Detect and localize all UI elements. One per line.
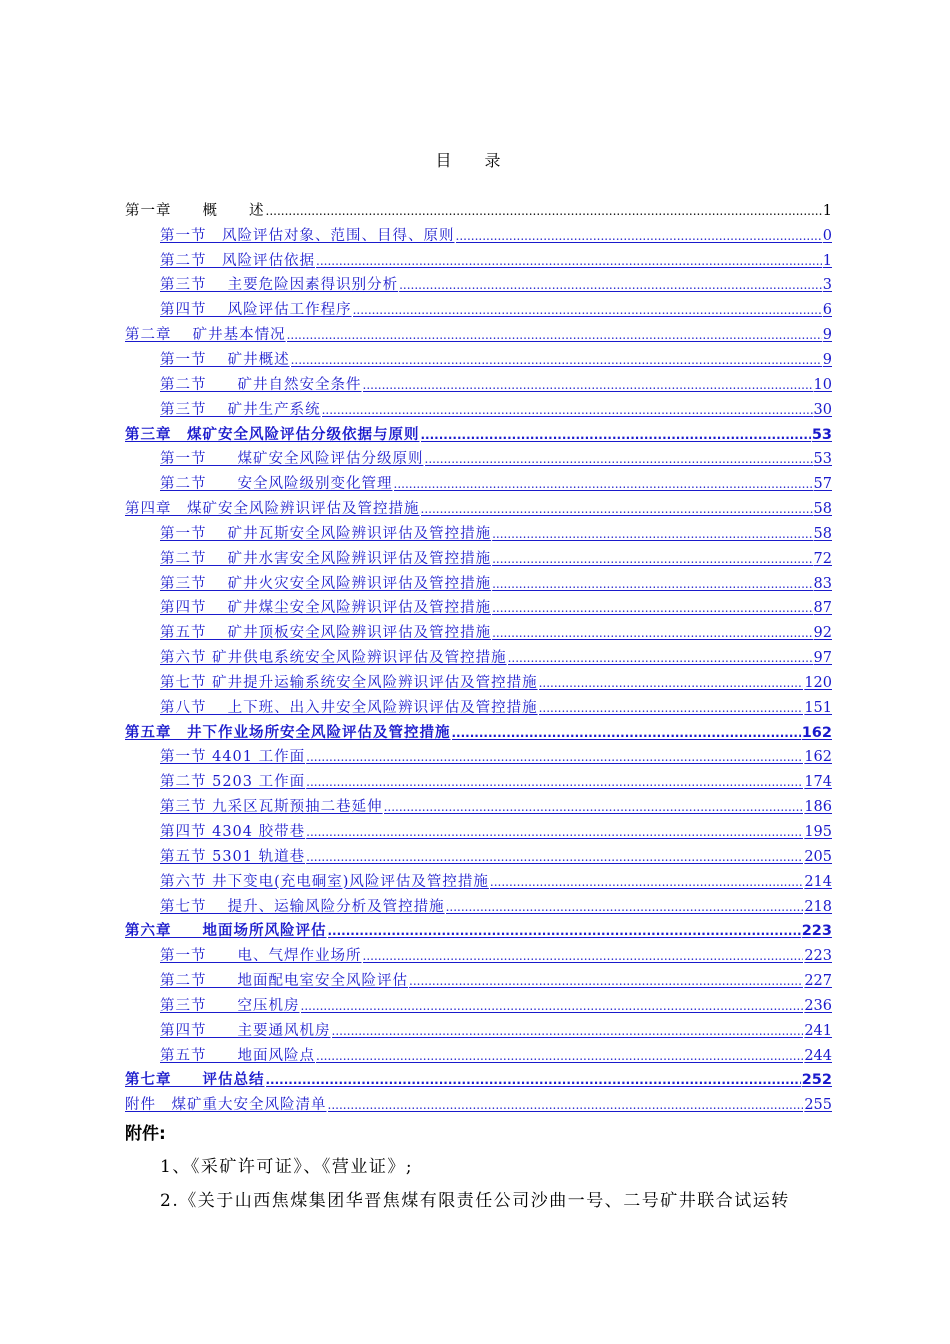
toc-page-number: 1 [822,202,832,219]
toc-entry-link[interactable] [160,994,832,1015]
toc-leader-dots [508,650,813,666]
toc-section-entry[interactable] [125,868,832,893]
toc-entry-link[interactable] [160,770,832,791]
toc-chapter-entry[interactable] [125,321,832,346]
toc-section-entry[interactable] [125,669,832,694]
toc-section-entry[interactable] [125,545,832,570]
toc-section-entry[interactable] [125,272,832,297]
toc-section-entry[interactable] [125,694,832,719]
toc-page-number: 252 [801,1072,832,1089]
toc-leader-dots [492,600,812,616]
toc-chapter-entry [125,197,832,222]
toc-leader-dots [328,1097,804,1113]
toc-section-entry[interactable] [125,396,832,421]
toc-entry-text: 第三章 煤矿安全风险评估分级依据与原则 [125,426,420,443]
toc-leader-dots [446,899,804,915]
toc-section-entry[interactable] [125,595,832,620]
toc-leader-dots [384,799,804,815]
toc-entry-link[interactable] [160,249,832,270]
toc-entry-text: 第五节 地面风险点 [160,1047,315,1064]
toc-entry-text: 第一节 煤矿安全风险评估分级原则 [160,451,424,468]
toc-leader-dots [266,203,822,219]
toc-entry-text: 第七节 提升、运输风险分析及管控措施 [160,898,445,915]
toc-entry-link[interactable] [160,522,832,543]
table-of-contents [125,197,832,1116]
toc-entry-link[interactable] [160,398,832,419]
toc-section-entry[interactable] [125,520,832,545]
toc-page-number: 223 [801,923,832,940]
toc-leader-dots [399,277,822,293]
toc-entry-link[interactable] [160,621,832,642]
toc-section-entry[interactable] [125,445,832,470]
toc-entry-text: 第三节 空压机房 [160,997,300,1014]
toc-section-entry[interactable] [125,818,832,843]
toc-leader-dots [306,849,803,865]
toc-entry-link[interactable] [160,224,832,245]
toc-entry-link[interactable] [125,497,832,518]
toc-page-number: 87 [813,600,832,617]
toc-entry-link[interactable] [160,671,832,692]
toc-leader-dots [425,451,813,467]
toc-entry-text: 第五章 井下作业场所安全风险评估及管控措施 [125,724,451,741]
toc-entry-link[interactable] [125,1093,832,1114]
toc-page-number: 241 [804,1022,832,1039]
toc-leader-dots [539,675,804,691]
toc-entry-text: 第六章 地面场所风险评估 [125,923,327,940]
toc-entry-link[interactable] [160,596,832,617]
toc-entry-text: 第四节 风险评估工作程序 [160,302,352,319]
toc-entry-link[interactable] [160,696,832,717]
toc-leader-dots [492,576,812,592]
toc-entry-link [125,199,832,220]
toc-page-number: 3 [822,277,832,294]
toc-page-number: 151 [804,699,832,716]
toc-leader-dots [492,551,812,567]
toc-page-number: 195 [804,824,832,841]
toc-chapter-entry[interactable] [125,1067,832,1092]
toc-section-entry[interactable] [125,1042,832,1067]
toc-leader-dots [328,923,801,939]
toc-leader-dots [492,625,812,641]
toc-leader-dots [266,1072,801,1088]
toc-entry-link[interactable] [125,1068,832,1089]
toc-entry-text: 第八节 上下班、出入井安全风险辨识评估及管控措施 [160,699,538,716]
toc-section-entry[interactable] [125,470,832,495]
toc-entry-link[interactable] [160,472,832,493]
toc-entry-text: 第一节 4401 工作面 [160,749,306,766]
toc-page-number: 92 [813,625,832,642]
toc-entry-text: 第一节 矿井瓦斯安全风险辨识评估及管控措施 [160,525,492,542]
toc-section-entry[interactable] [125,967,832,992]
toc-entry-link[interactable] [160,646,832,667]
toc-entry-link[interactable] [160,845,832,866]
toc-page-number: 83 [813,575,832,592]
toc-leader-dots [409,973,803,989]
toc-entry-link[interactable] [160,298,832,319]
toc-page-number: 186 [804,799,832,816]
toc-entry-link[interactable] [125,423,832,444]
toc-chapter-entry[interactable] [125,1091,832,1116]
toc-page-number: 58 [813,525,832,542]
toc-page-number: 9 [822,327,832,344]
toc-leader-dots [306,774,803,790]
toc-entry-text: 第三节 九采区瓦斯预抽二巷延伸 [160,799,383,816]
toc-section-entry[interactable] [125,744,832,769]
toc-entry-text: 第二节 5203 工作面 [160,774,306,791]
toc-page-number: 0 [822,227,832,244]
toc-leader-dots [306,824,803,840]
toc-entry-link[interactable] [160,572,832,593]
toc-section-entry[interactable] [125,893,832,918]
toc-section-entry[interactable] [125,843,832,868]
toc-section-entry[interactable] [125,619,832,644]
toc-chapter-entry[interactable] [125,917,832,942]
toc-page-number: 236 [804,997,832,1014]
toc-entry-text: 第四节 4304 胶带巷 [160,824,306,841]
toc-entry-text: 第一节 风险评估对象、范围、目得、原则 [160,227,455,244]
toc-entry-link[interactable] [160,745,832,766]
attachment-item: 2.《关于山西焦煤集团华晋焦煤有限责任公司沙曲一号、二号矿井联合试运转 [160,1191,790,1211]
toc-section-entry[interactable] [125,793,832,818]
toc-page-number: 97 [813,650,832,667]
toc-leader-dots [394,476,813,492]
toc-entry-text: 第七章 评估总结 [125,1072,265,1089]
toc-page-number: 72 [813,550,832,567]
toc-page-number: 1 [822,252,832,269]
toc-entry-link[interactable] [160,273,832,294]
toc-page-number: 244 [804,1047,832,1064]
toc-entry-text: 第二节 安全风险级别变化管理 [160,476,393,493]
toc-entry-link[interactable] [160,373,832,394]
toc-entry-link[interactable] [160,895,832,916]
toc-leader-dots [301,998,804,1014]
toc-entry-text: 第六节 矿井供电系统安全风险辨识评估及管控措施 [160,650,507,667]
toc-entry-link[interactable] [160,870,832,891]
toc-entry-link[interactable] [125,721,832,742]
toc-entry-text: 第四节 主要通风机房 [160,1022,331,1039]
attachment-item: 1、《采矿许可证》、《营业证》; [160,1157,414,1177]
toc-leader-dots [363,948,804,964]
attachments-heading: 附件: [125,1124,166,1144]
toc-entry-text: 第一节 电、气焊作业场所 [160,948,362,965]
toc-title: 目 录 [435,151,515,170]
toc-entry-text: 第一节 矿井概述 [160,351,290,368]
toc-entry-link[interactable] [160,1044,832,1065]
toc-section-entry[interactable] [125,247,832,272]
toc-page-number: 223 [804,948,832,965]
toc-page-number: 53 [811,426,832,443]
toc-page-number: 58 [813,501,832,518]
toc-entry-link[interactable] [160,1019,832,1040]
toc-page-number: 255 [804,1097,832,1114]
toc-leader-dots [490,874,803,890]
toc-entry-text: 第二章 矿井基本情况 [125,327,286,344]
toc-entry-link[interactable] [160,944,832,965]
toc-entry-link[interactable] [160,348,832,369]
toc-entry-text: 第五节 矿井顶板安全风险辨识评估及管控措施 [160,625,492,642]
toc-chapter-entry[interactable] [125,495,832,520]
toc-entry-text: 第二节 矿井自然安全条件 [160,376,362,393]
toc-page-number: 214 [804,873,832,890]
toc-entry-link[interactable] [160,447,832,468]
toc-leader-dots [539,700,804,716]
toc-page-number: 218 [804,898,832,915]
toc-section-entry[interactable] [125,992,832,1017]
toc-page-number: 30 [813,401,832,418]
toc-page-number: 227 [804,973,832,990]
toc-leader-dots [353,302,822,318]
toc-page-number: 162 [801,724,832,741]
toc-page-number: 6 [822,302,832,319]
toc-leader-dots [322,402,813,418]
toc-entry-text: 第三节 矿井火灾安全风险辨识评估及管控措施 [160,575,492,592]
toc-page-number: 53 [813,451,832,468]
toc-entry-link[interactable] [125,919,832,940]
toc-page-number: 174 [804,774,832,791]
toc-entry-text: 附件 煤矿重大安全风险清单 [125,1097,327,1114]
toc-leader-dots [332,1023,804,1039]
toc-entry-text: 第一章 概 述 [125,202,265,219]
toc-entry-text: 第四节 矿井煤尘安全风险辨识评估及管控措施 [160,600,492,617]
toc-page-number: 57 [813,476,832,493]
toc-leader-dots [492,526,812,542]
toc-entry-link[interactable] [160,969,832,990]
toc-chapter-entry[interactable] [125,421,832,446]
toc-leader-dots [291,352,822,368]
toc-page-number: 10 [813,376,832,393]
toc-leader-dots [421,501,813,517]
toc-section-entry[interactable] [125,570,832,595]
toc-section-entry[interactable] [125,346,832,371]
toc-leader-dots [456,228,822,244]
toc-section-entry[interactable] [125,942,832,967]
toc-entry-text: 第二节 矿井水害安全风险辨识评估及管控措施 [160,550,492,567]
toc-entry-text: 第四章 煤矿安全风险辨识评估及管控措施 [125,501,420,518]
toc-section-entry[interactable] [125,1017,832,1042]
toc-entry-text: 第七节 矿井提升运输系统安全风险辨识评估及管控措施 [160,674,538,691]
toc-section-entry[interactable] [125,296,832,321]
toc-leader-dots [287,327,822,343]
toc-page-number: 162 [804,749,832,766]
toc-leader-dots [363,377,813,393]
toc-entry-link[interactable] [160,820,832,841]
toc-leader-dots [316,1048,803,1064]
toc-entry-text: 第三节 主要危险因素得识别分析 [160,277,399,294]
toc-page-number: 9 [822,351,832,368]
toc-entry-text: 第三节 矿井生产系统 [160,401,321,418]
toc-section-entry[interactable] [125,371,832,396]
toc-leader-dots [316,253,822,269]
toc-leader-dots [306,749,803,765]
toc-entry-link[interactable] [160,795,832,816]
toc-entry-text: 第六节 井下变电(充电硐室)风险评估及管控措施 [160,873,489,890]
toc-page-number: 120 [804,674,832,691]
toc-section-entry[interactable] [125,768,832,793]
toc-entry-link[interactable] [125,323,832,344]
toc-section-entry[interactable] [125,222,832,247]
toc-entry-link[interactable] [160,547,832,568]
toc-leader-dots [421,427,811,443]
toc-page-number: 205 [804,848,832,865]
toc-entry-text: 第二节 地面配电室安全风险评估 [160,973,408,990]
toc-entry-text: 第五节 5301 轨道巷 [160,848,306,865]
toc-leader-dots [452,725,801,741]
toc-section-entry[interactable] [125,644,832,669]
toc-chapter-entry[interactable] [125,719,832,744]
toc-entry-text: 第二节 风险评估依据 [160,252,315,269]
